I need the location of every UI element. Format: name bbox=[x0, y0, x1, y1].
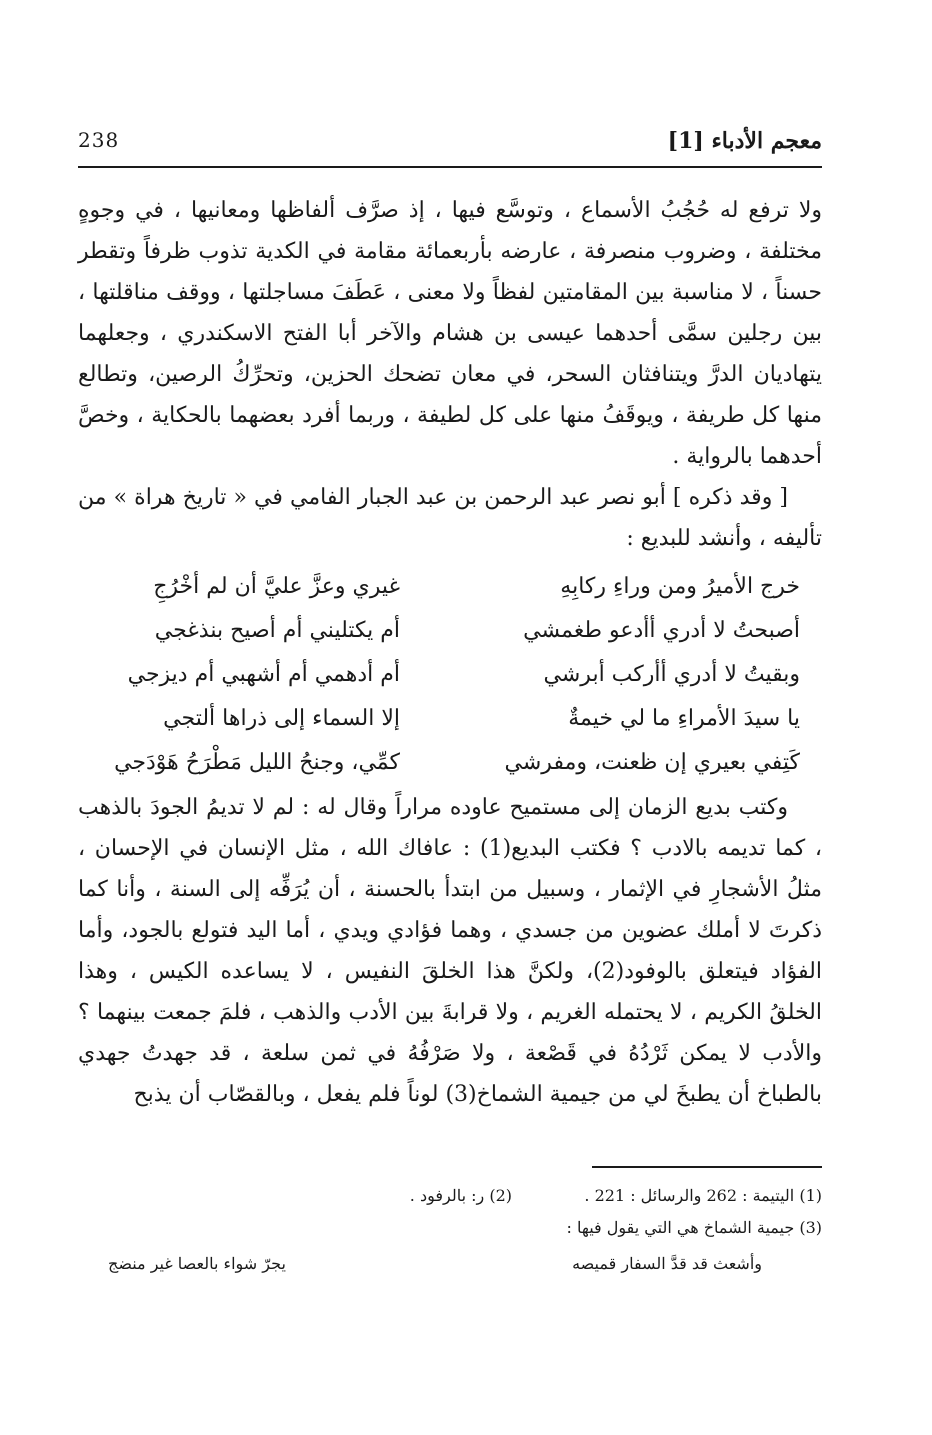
paragraph: [ وقد ذكره ] أبو نصر عبد الرحمن بن عبد الجبار الفامي في « تاريخ هراة » من تأليفه ، وأنشد للبديع : bbox=[78, 485, 822, 551]
paragraph: ولا ترفع له حُجُبُ الأسماع ، وتوسَّع فيها ، إذ صرَّف ألفاظها ومعانيها ، في وجوهٍ مختلفة ، وضروب منصرفة ، عارضه بأربعمائة مقامة في الكدية تذوب ظرفاً وتقطر حسناً ، لا مناسبة بين المقامتين لفظاً ولا معنى ، عَطَفَ مساجلتها ، ووقف مناقلتها ، بين رجلين سمَّى أحدهما عيسى بن هشام والآخر أبا الفتح الاسكندري ، وجعلهما يتهاديان الدرَّ ويتنافثان السحر، في معان تضحك الحزين، وتحرِّكُ الرصين، وتطالع منها كل طريفة ، ويوقَفُ منها على كل لطيفة ، وربما أفرد بعضهما بالحكاية ، وخصَّ أحدهما بالرواية . bbox=[78, 198, 822, 469]
footnote-2: (2) ر: بالرفود . bbox=[409, 1186, 512, 1205]
verse-second-hemistich: أم يكتليني أم أصيح بنذغجي bbox=[154, 618, 400, 643]
verse-first-hemistich: يا سيدَ الأمراءِ ما لي خيمةٌ bbox=[568, 706, 800, 731]
footnote-verse-second: يجرّ شواء بالعصا غير منضج bbox=[108, 1254, 286, 1273]
verse-first-hemistich: وبقيتُ لا أدري أأركب أبرشي bbox=[543, 662, 800, 687]
main-text bbox=[78, 190, 822, 1115]
verse-line bbox=[78, 741, 822, 785]
header-rule bbox=[78, 166, 822, 168]
verse-second-hemistich: أم أدهمي أم أشهبي أم ديزجي bbox=[127, 662, 400, 687]
running-title: معجم الأدباء [1] bbox=[667, 128, 822, 154]
page-header bbox=[78, 128, 822, 162]
verse-line bbox=[78, 653, 822, 697]
verse-first-hemistich: كَتِفي بعيري إن ظعنت، ومفرشي bbox=[504, 750, 800, 775]
verse-second-hemistich: إلا السماء إلى ذراها ألتجي bbox=[163, 706, 400, 731]
verse-second-hemistich: غيري وعزَّ عليَّ أن لم أخْرُجِ bbox=[153, 574, 400, 599]
footnote-rule bbox=[592, 1166, 822, 1168]
verse-line bbox=[78, 609, 822, 653]
verse-first-hemistich: خرج الأميرُ ومن وراءِ ركابِهِ bbox=[560, 574, 800, 599]
footnote-3: (3) جيمية الشماخ هي التي يقول فيها : bbox=[566, 1218, 822, 1237]
paragraph: وكتب بديع الزمان إلى مستميح عاوده مراراً وقال له : لم لا تديمُ الجودَ بالذهب ، كما تديمه بالادب ؟ فكتب البديع(1) : عافاك الله ، مثل الإنسان في الإحسان ، مثلُ الأشجارِ في الإثمار ، وسبيل من ابتدأ بالحسنة ، أن يُرَفِّه إلى السنة ، وأنا كما ذكرتَ لا أملك عضوين من جسدي ، وهما فؤادي ويدي ، أما اليد فتولع بالجود، وأما الفؤاد فيتعلق بالوفود(2)، ولكنَّ هذا الخلقَ النفيس ، لا يساعده الكيس ، وهذا الخلقُ الكريم ، لا يحتمله الغريم ، ولا قرابةَ بين الأدب والذهب ، فلمَ جمعت بينهما ؟ والأدب لا يمكن ثَرْدُهُ في قَصْعة ، ولا صَرْفُهُ في ثمن سلعة ، قد جهدتُ جهدي بالطباخ أن يطبخَ لي من جيمية الشماخ(3) لوناً فلم يفعل ، وبالقصّاب أن يذبح bbox=[78, 795, 823, 1107]
footnotes bbox=[78, 1180, 822, 1280]
verse-first-hemistich: أصبحتُ لا أدري أأدعو طغمشي bbox=[523, 618, 800, 643]
footnote-1: (1) اليتيمة : 262 والرسائل : 221 . bbox=[584, 1186, 822, 1205]
poem bbox=[78, 565, 822, 785]
footnote-verse bbox=[78, 1244, 822, 1280]
footnote-row bbox=[78, 1180, 822, 1212]
page-number: 238 bbox=[78, 128, 120, 152]
footnote-verse-first: وأشعث قد قدَّ السفار قميصه bbox=[572, 1254, 762, 1273]
verse-line bbox=[78, 697, 822, 741]
verse-line bbox=[78, 565, 822, 609]
verse-second-hemistich: كمِّي، وجنحُ الليل مَطْرَحُ هَوْدَجي bbox=[114, 750, 400, 775]
